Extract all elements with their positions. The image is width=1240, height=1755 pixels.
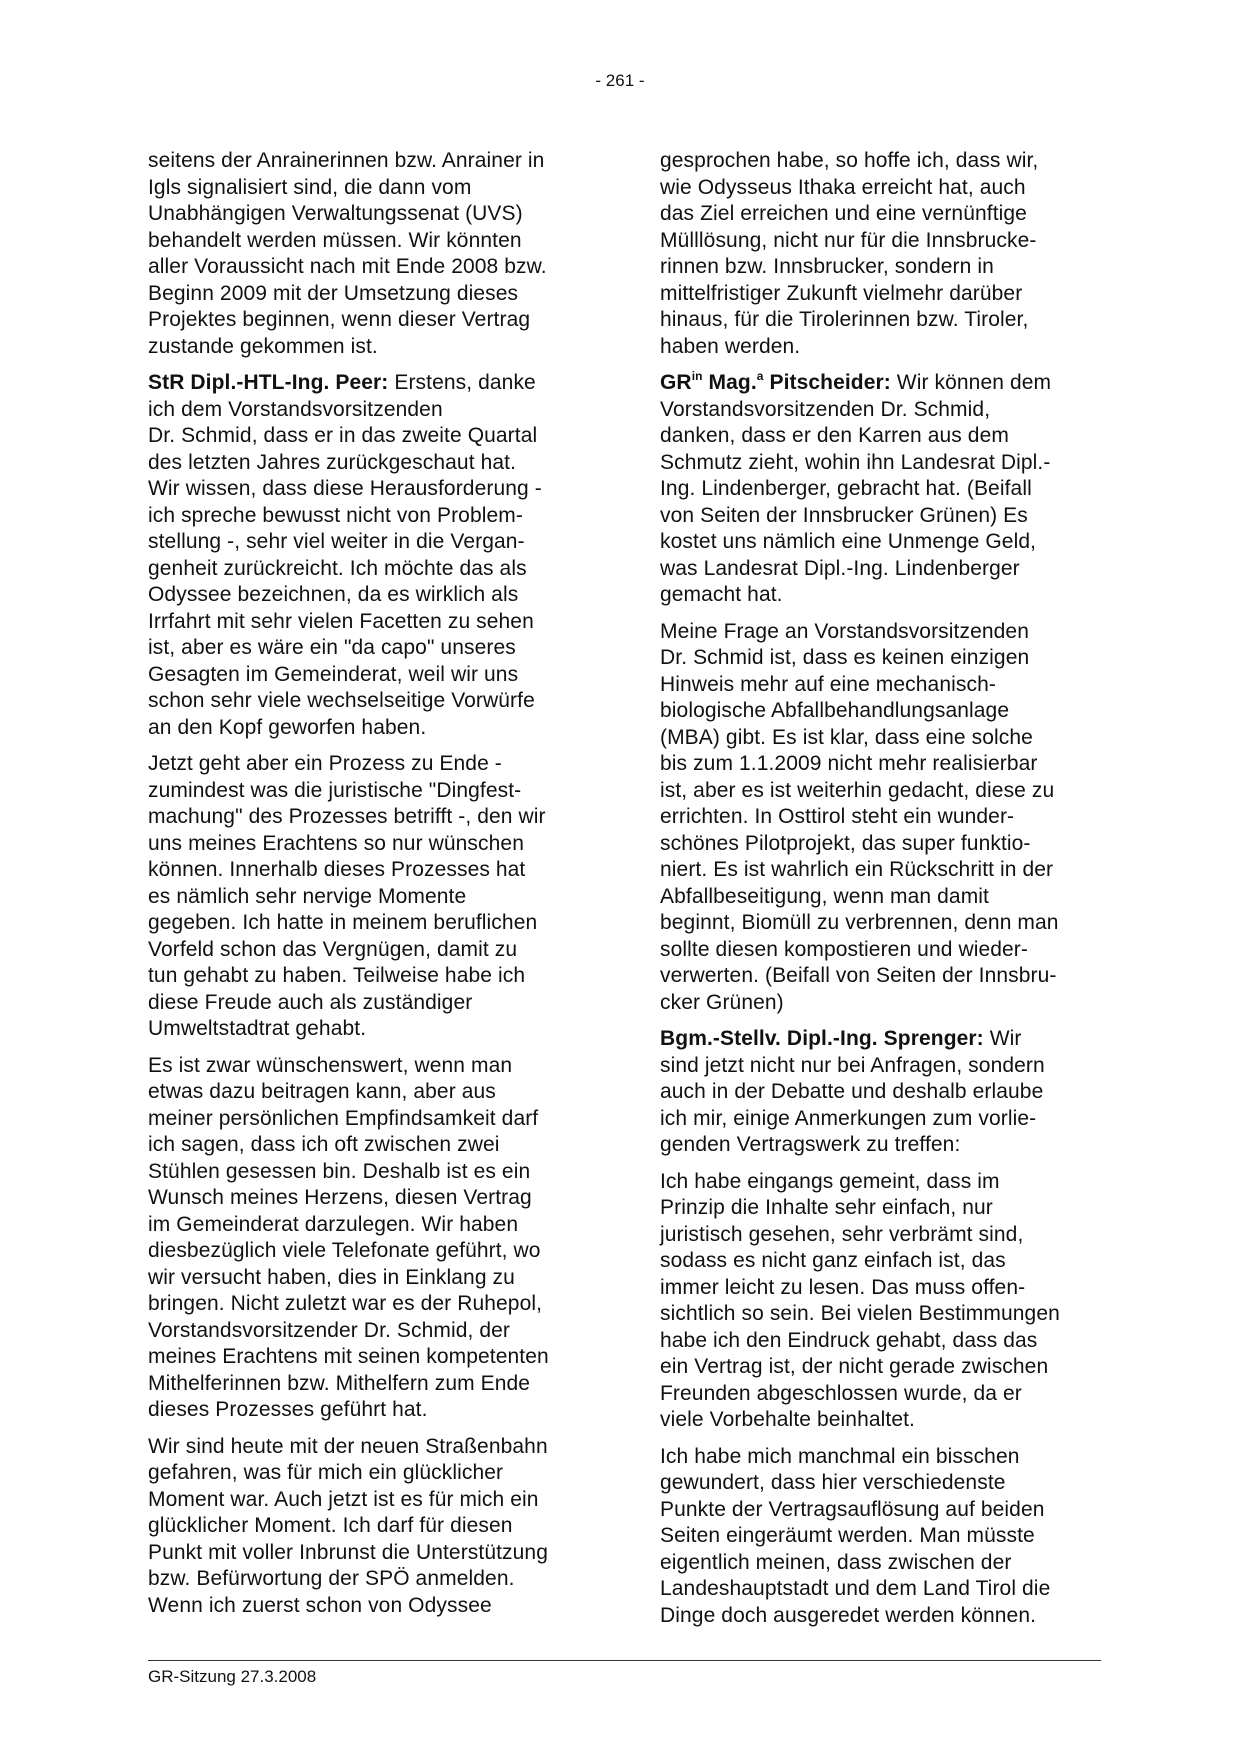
text-line: können. Innerhalb dieses Prozesses hat: [148, 858, 526, 881]
text-line: meiner persönlichen Empfindsamkeit darf: [148, 1106, 539, 1130]
text-line: ich sagen, dass ich oft zwischen zwei: [148, 1133, 500, 1156]
text-line: zustande gekommen ist.: [148, 334, 378, 358]
text-line: verwerten. (Beifall von Seiten der Innsbru-: [660, 964, 1057, 987]
paragraph: [660, 619, 1112, 1017]
paragraph: [148, 1434, 600, 1620]
text-line: schon sehr viele wechselseitige Vorwürfe: [148, 689, 535, 712]
text-line: Projektes beginnen, wenn dieser Vertrag: [148, 308, 531, 331]
text-line: es nämlich sehr nervige Momente: [148, 884, 467, 908]
text-line: Jetzt geht aber ein Prozess zu Ende -: [148, 752, 502, 775]
text-line: stellung -, sehr viel weiter in die Vergan-: [148, 530, 525, 553]
text-line: genheit zurückreicht. Ich möchte das als: [148, 556, 527, 580]
text-line: Ich habe mich manchmal ein bisschen: [660, 1444, 1020, 1468]
paragraph: [660, 1169, 1112, 1434]
paragraph: [148, 751, 600, 1043]
text-line: niert. Es ist wahrlich ein Rückschritt in der: [660, 858, 1054, 881]
text-line: ich spreche bewusst nicht von Problem-: [148, 503, 523, 527]
speech-first-line: StR Dipl.-HTL-Ing. Peer: Erstens, danke: [148, 371, 536, 394]
text-line: juristisch gesehen, sehr verbrämt sind,: [660, 1222, 1024, 1246]
text-line: Ing. Lindenberger, gebracht hat. (Beifall: [660, 477, 1032, 500]
text-line: meines Erachtens mit seinen kompetenten: [148, 1345, 549, 1368]
text-line: danken, dass er den Karren aus dem: [660, 424, 1009, 447]
text-line: Abfallbeseitigung, wenn man damit: [660, 884, 989, 908]
text-line: sind jetzt nicht nur bei Anfragen, sondern: [660, 1053, 1045, 1077]
text-line: bis zum 1.1.2009 nicht mehr realisierbar: [660, 752, 1038, 775]
text-line: beginnt, Biomüll zu verbrennen, denn man: [660, 911, 1059, 934]
text-line: cker Grünen): [660, 990, 784, 1014]
text-line: sichtlich so sein. Bei vielen Bestimmungen: [660, 1302, 1060, 1325]
text-line: Vorstandsvorsitzenden Dr. Schmid,: [660, 397, 991, 421]
text-line: von Seiten der Innsbrucker Grünen) Es: [660, 503, 1028, 527]
text-line: Freunden abgeschlossen wurde, da er: [660, 1381, 1022, 1405]
text-line: des letzten Jahres zurückgeschaut hat.: [148, 450, 517, 474]
text-line: glücklicher Moment. Ich darf für diesen: [148, 1514, 513, 1537]
text-line: ist, aber es wäre ein "da capo" unseres: [148, 636, 516, 659]
text-line: sollte diesen kompostieren und wieder-: [660, 937, 1028, 961]
text-line: Es ist zwar wünschenswert, wenn man: [148, 1053, 513, 1077]
text-line: Meine Frage an Vorstandsvorsitzenden: [660, 619, 1029, 643]
text-line: im Gemeinderat darzulegen. Wir haben: [148, 1212, 519, 1236]
text-line: Mithelferinnen bzw. Mithelfern zum Ende: [148, 1371, 531, 1395]
text-line: genden Vertragswerk zu treffen:: [660, 1133, 961, 1156]
text-line: Vorstandsvorsitzender Dr. Schmid, der: [148, 1318, 511, 1342]
text-line: diese Freude auch als zuständiger: [148, 990, 473, 1014]
text-line: Dr. Schmid, dass er in das zweite Quartal: [148, 424, 538, 447]
speaker-name: Bgm.-Stellv. Dipl.-Ing. Sprenger:: [660, 1027, 984, 1050]
paragraph: [660, 148, 1112, 360]
text-line: Dinge doch ausgeredet werden können.: [660, 1603, 1037, 1627]
text-line: bringen. Nicht zuletzt war es der Ruhepol,: [148, 1292, 543, 1315]
text-line: Wenn ich zuerst schon von Odyssee: [148, 1593, 492, 1617]
text-line: seitens der Anrainerinnen bzw. Anrainer in: [148, 149, 545, 172]
text-line: was Landesrat Dipl.-Ing. Lindenberger: [660, 556, 1020, 580]
paragraph: [148, 148, 600, 360]
text-line: Wir wissen, dass diese Herausforderung -: [148, 477, 542, 500]
text-line: sodass es nicht ganz einfach ist, das: [660, 1249, 1006, 1272]
text-line: Beginn 2009 mit der Umsetzung dieses: [148, 281, 519, 305]
speaker-name: StR Dipl.-HTL-Ing. Peer:: [148, 371, 389, 394]
text-line: bzw. Befürwortung der SPÖ anmelden.: [148, 1567, 515, 1590]
right-column: [660, 148, 1112, 1639]
text-line: errichten. In Osttirol steht ein wunder-: [660, 805, 1015, 828]
text-line: ist, aber es ist weiterhin gedacht, diese zu: [660, 778, 1055, 802]
text-line: wir versucht haben, dies in Einklang zu: [148, 1265, 515, 1289]
text-line: behandelt werden müssen. Wir könnten: [148, 228, 522, 252]
text-line: Unabhängigen Verwaltungssenat (UVS): [148, 202, 523, 225]
text-line: an den Kopf geworfen haben.: [148, 715, 427, 739]
text-line: gemacht hat.: [660, 583, 783, 606]
text-line: Landeshauptstadt und dem Land Tirol die: [660, 1577, 1051, 1600]
text-line: auch in der Debatte und deshalb erlaube: [660, 1080, 1044, 1103]
text-line: biologische Abfallbehandlungsanlage: [660, 699, 1010, 722]
text-line: wie Odysseus Ithaka erreicht hat, auch: [660, 175, 1026, 199]
text-line: Punkte der Vertragsauflösung auf beiden: [660, 1497, 1045, 1521]
text-line: machung" des Prozesses betrifft -, den wir: [148, 805, 546, 828]
text-line: gesprochen habe, so hoffe ich, dass wir,: [660, 149, 1039, 172]
text-line: gefahren, was für mich ein glücklicher: [148, 1461, 504, 1484]
text-line: schönes Pilotprojekt, das super funktio-: [660, 831, 1031, 855]
text-line: kostet uns nämlich eine Unmenge Geld,: [660, 530, 1037, 553]
text-line: Wir sind heute mit der neuen Straßenbahn: [148, 1434, 548, 1458]
text-line: ein Vertrag ist, der nicht gerade zwischen: [660, 1355, 1049, 1378]
text-line: das Ziel erreichen und eine vernünftige: [660, 202, 1027, 225]
text-line: Schmutz zieht, wohin ihn Landesrat Dipl.-: [660, 450, 1051, 474]
text-line: Prinzip die Inhalte sehr einfach, nur: [660, 1196, 993, 1219]
text-line: eigentlich meinen, dass zwischen der: [660, 1550, 1012, 1574]
text-line: gegeben. Ich hatte in meinem beruflichen: [148, 911, 538, 934]
text-line: dieses Prozesses geführt hat.: [148, 1398, 428, 1421]
text-line: mittelfristiger Zukunft vielmehr darüber: [660, 281, 1023, 305]
left-column: [148, 148, 600, 1629]
text-line: Wunsch meines Herzens, diesen Vertrag: [148, 1186, 532, 1209]
text-line: Mülllösung, nicht nur für die Innsbrucke-: [660, 228, 1037, 252]
text-line: Stühlen gesessen bin. Deshalb ist es ein: [148, 1159, 531, 1183]
text-line: rinnen bzw. Innsbrucker, sondern in: [660, 255, 994, 278]
text-line: tun gehabt zu haben. Teilweise habe ich: [148, 964, 526, 987]
text-line: hinaus, für die Tirolerinnen bzw. Tiroler,: [660, 308, 1029, 331]
text-line: zumindest was die juristische "Dingfest-: [148, 778, 522, 802]
text-line: aller Voraussicht nach mit Ende 2008 bzw.: [148, 255, 547, 278]
paragraph: [660, 1444, 1112, 1630]
text-line: Odyssee bezeichnen, da es wirklich als: [148, 583, 519, 606]
speech-first-line: Bgm.-Stellv. Dipl.-Ing. Sprenger: Wir: [660, 1027, 1022, 1050]
text-line: haben werden.: [660, 334, 801, 358]
text-line: Irrfahrt mit sehr vielen Facetten zu sehen: [148, 609, 534, 633]
speaker-name: $GR^{in}$ Mag.$^a$ Pitscheider:: [660, 369, 891, 394]
speech-peer: [148, 370, 600, 741]
text-line: viele Vorbehalte beinhaltet.: [660, 1408, 915, 1431]
text-line: ich mir, einige Anmerkungen zum vorlie-: [660, 1106, 1037, 1130]
text-line: diesbezüglich viele Telefonate geführt, wo: [148, 1239, 541, 1262]
text-line: Moment war. Auch jetzt ist es für mich ein: [148, 1487, 539, 1511]
text-line: Punkt mit voller Inbrunst die Unterstützung: [148, 1540, 548, 1564]
text-line: habe ich den Eindruck gehabt, dass das: [660, 1328, 1038, 1352]
text-line: Umweltstadtrat gehabt.: [148, 1017, 367, 1040]
text-line: Vorfeld schon das Vergnügen, damit zu: [148, 937, 518, 961]
text-line: gewundert, dass hier verschiedenste: [660, 1471, 1006, 1494]
page-number: - 261 -: [595, 71, 645, 90]
speech-sprenger: [660, 1026, 1112, 1159]
text-line: ich dem Vorstandsvorsitzenden: [148, 397, 443, 421]
speech-pitscheider: [660, 370, 1112, 609]
text-line: Ich habe eingangs gemeint, dass im: [660, 1169, 1000, 1193]
text-line: immer leicht zu lesen. Das muss offen-: [660, 1275, 1026, 1299]
text-line: (MBA) gibt. Es ist klar, dass eine solche: [660, 725, 1033, 749]
footer-session-date: GR-Sitzung 27.3.2008: [148, 1667, 317, 1686]
text-line: Dr. Schmid ist, dass es keinen einzigen: [660, 646, 1030, 669]
footer-divider: [148, 1660, 1101, 1661]
text-line: Seiten eingeräumt werden. Man müsste: [660, 1524, 1035, 1547]
text-line: Igls signalisiert sind, die dann vom: [148, 175, 472, 199]
text-line: uns meines Erachtens so nur wünschen: [148, 831, 524, 855]
text-line: Hinweis mehr auf eine mechanisch-: [660, 672, 996, 696]
speech-first-line: $GR^{in}$ Mag.$^a$ Pitscheider: Wir können dem: [660, 369, 1052, 394]
text-line: Gesagten im Gemeinderat, weil wir uns: [148, 662, 519, 686]
text-line: etwas dazu beitragen kann, aber aus: [148, 1080, 496, 1103]
paragraph: [148, 1053, 600, 1424]
